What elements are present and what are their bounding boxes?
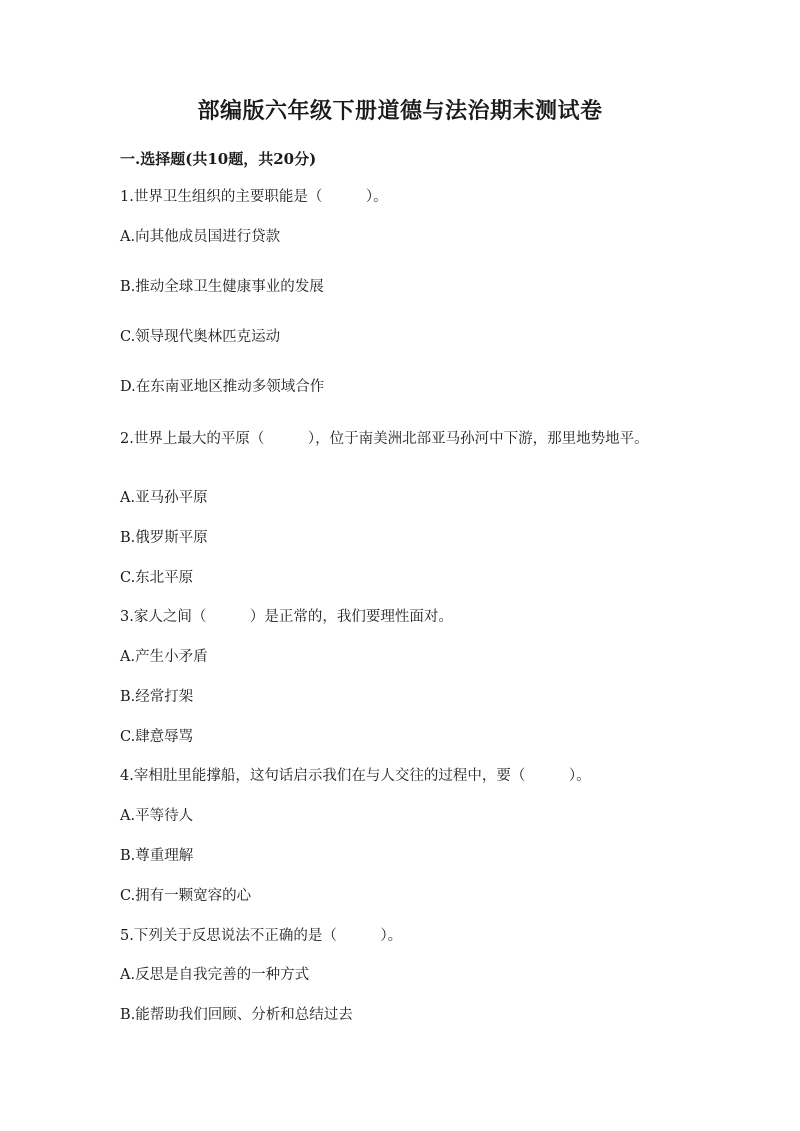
option-c: C.拥有一颗宽容的心 bbox=[120, 888, 252, 904]
question-stem: 5.下列关于反思说法不正确的是（ ）。 bbox=[120, 928, 403, 944]
option-a: A.反思是自我完善的一种方式 bbox=[120, 967, 310, 983]
page-title: 部编版六年级下册道德与法治期末测试卷 bbox=[197, 98, 603, 124]
question-stem: 2.世界上最大的平原（ ），位于南美洲北部亚马孙河中下游，那里地势地平。 bbox=[120, 431, 649, 447]
option-c: C.领导现代奥林匹克运动 bbox=[120, 329, 281, 345]
question-stem: 1.世界卫生组织的主要职能是（ ）。 bbox=[120, 189, 388, 205]
option-b: B.经常打架 bbox=[120, 689, 194, 705]
option-b: B.尊重理解 bbox=[120, 848, 194, 864]
option-d: D.在东南亚地区推动多领域合作 bbox=[120, 379, 325, 395]
option-b: B.推动全球卫生健康事业的发展 bbox=[120, 279, 324, 295]
section-heading: 一.选择题(共10题，共20分) bbox=[120, 150, 317, 168]
question-stem: 4.宰相肚里能撑船，这句话启示我们在与人交往的过程中，要（ ）。 bbox=[120, 768, 591, 784]
option-b: B.俄罗斯平原 bbox=[120, 530, 208, 546]
option-c: C.肆意辱骂 bbox=[120, 729, 194, 745]
option-c: C.东北平原 bbox=[120, 570, 194, 586]
option-a: A.平等待人 bbox=[120, 808, 194, 824]
option-b: B.能帮助我们回顾、分析和总结过去 bbox=[120, 1007, 353, 1023]
question-stem: 3.家人之间（ ）是正常的，我们要理性面对。 bbox=[120, 609, 453, 625]
option-a: A.产生小矛盾 bbox=[120, 649, 208, 665]
option-a: A.向其他成员国进行贷款 bbox=[120, 229, 281, 245]
option-a: A.亚马孙平原 bbox=[120, 490, 208, 506]
